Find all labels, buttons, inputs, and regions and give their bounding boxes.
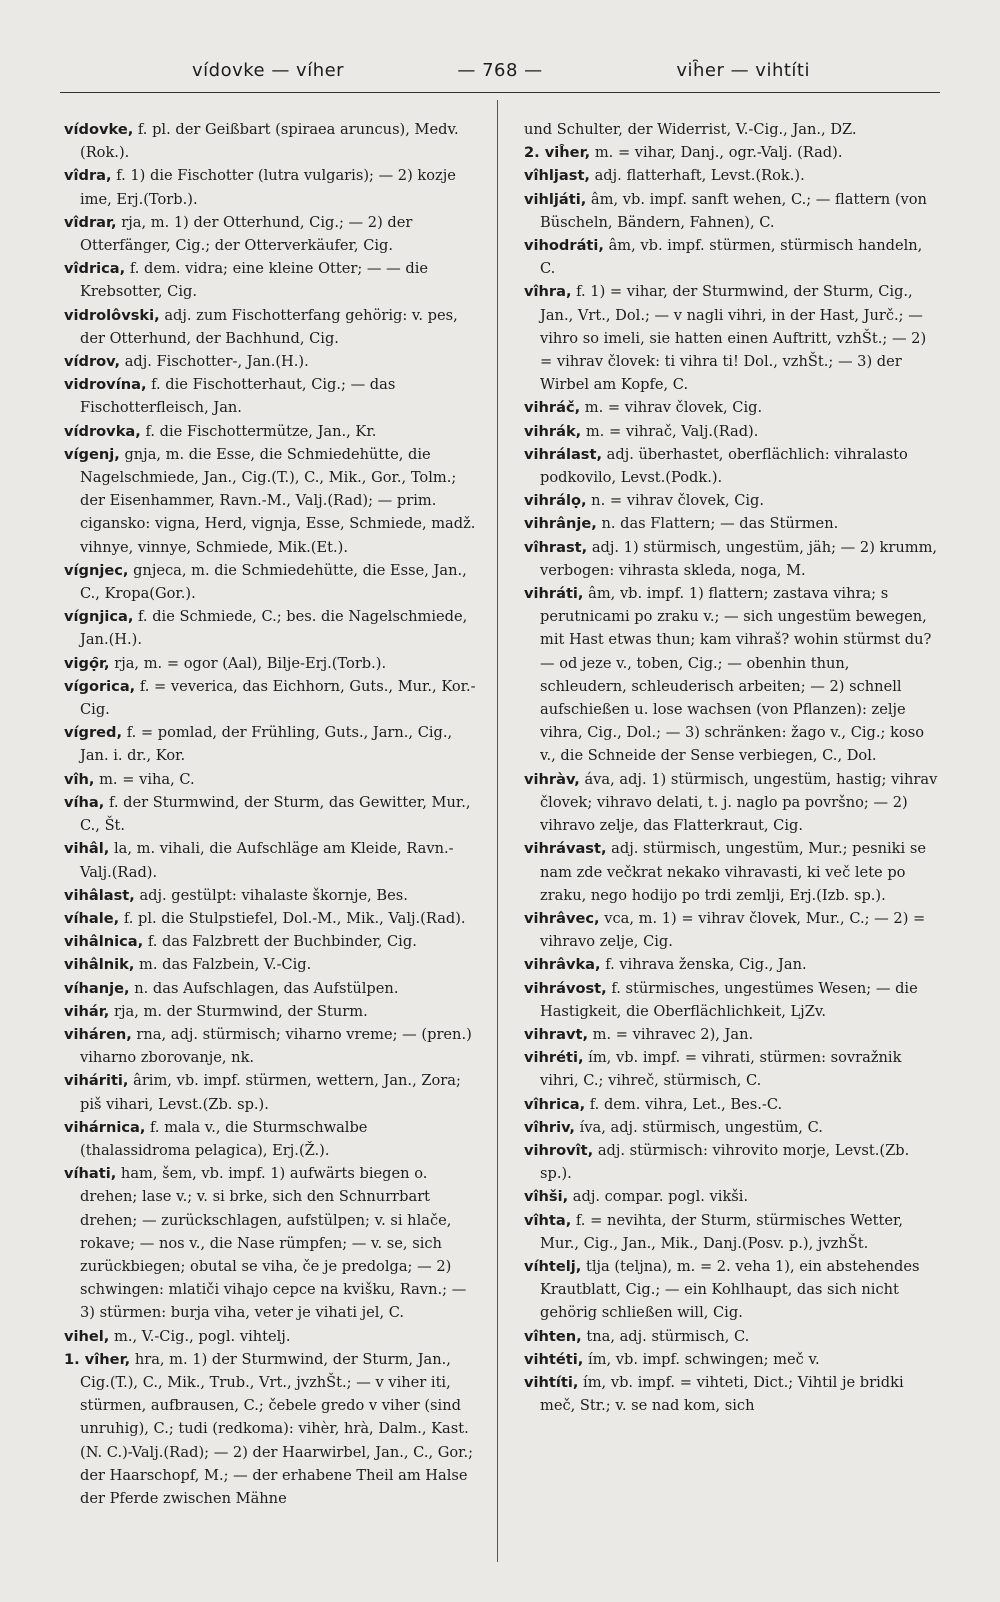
entry-headword: vihrálọ, xyxy=(524,492,587,510)
entry-definition: rja, m. = ogor (Aal), Bilje-Erj.(Torb.). xyxy=(114,654,387,672)
dictionary-entry xyxy=(64,1000,476,1023)
entry-definition: vca, m. 1) = vihrav človek, Mur., C.; — 2) = vihravo zelje, Cig. xyxy=(540,909,926,951)
running-header xyxy=(60,52,940,92)
entry-headword: vihljáti, xyxy=(524,190,587,208)
entry-headword: vihár, xyxy=(64,1002,110,1020)
dictionary-entry xyxy=(524,164,938,187)
entry-headword: vihtíti, xyxy=(524,1373,579,1391)
dictionary-entry xyxy=(524,1325,938,1348)
entry-headword: vígorica, xyxy=(64,677,136,695)
entry-definition: ím, vb. impf. schwingen; meč v. xyxy=(587,1350,820,1368)
dictionary-entry xyxy=(64,1023,476,1069)
dictionary-entry xyxy=(64,164,476,210)
entry-definition: adj. gestülpt: vihalaste škornje, Bes. xyxy=(139,886,408,904)
entry-headword: vîdrar, xyxy=(64,213,117,231)
entry-headword: vihrák, xyxy=(524,422,582,440)
entry-headword: vihràv, xyxy=(524,770,580,788)
entry-definition: f. = nevihta, der Sturm, stürmisches Wetter, Mur., Cig., Jan., Mik., Danj.(Posv. p.), jvzhŠt. xyxy=(540,1211,903,1252)
entry-headword: vîdra, xyxy=(64,167,112,185)
entry-definition: f. vihrava ženska, Cig., Jan. xyxy=(605,956,807,974)
entry-definition: f. = pomlad, der Frühling, Guts., Jarn., Cig., Jan. i. dr., Kor. xyxy=(80,724,453,765)
entry-definition: f. das Falzbrett der Buchbinder, Cig. xyxy=(147,933,417,951)
entry-headword: vihárnica, xyxy=(64,1118,146,1136)
entry-definition: f. die Fischotterhaut, Cig.; — das Fischotterfleisch, Jan. xyxy=(80,376,396,417)
entry-headword: vigọ̑r, xyxy=(64,654,110,672)
dictionary-entry xyxy=(524,188,938,234)
entry-definition: n. = vihrav človek, Cig. xyxy=(591,492,765,510)
header-rule xyxy=(60,92,940,93)
dictionary-entry xyxy=(524,582,938,768)
entry-headword: vihel, xyxy=(64,1327,110,1345)
entry-definition: íva, adj. stürmisch, ungestüm, C. xyxy=(579,1118,823,1136)
entry-headword: víhati, xyxy=(64,1165,117,1183)
dictionary-entry xyxy=(64,1116,476,1162)
entry-definition: adj. flatterhaft, Levst.(Rok.). xyxy=(594,167,805,185)
dictionary-entry xyxy=(64,907,476,930)
column-divider xyxy=(497,100,498,1562)
dictionary-entry xyxy=(524,280,938,396)
dictionary-entry xyxy=(64,837,476,883)
entry-definition: áva, adj. 1) stürmisch, ungestüm, hastig; vihrav človek; vihravo delati, t. j. naglo pa površno; — 2) vihravo zelje, das Flatterkraut, Cig. xyxy=(540,770,938,835)
entry-definition: adj. compar. pogl. vikši. xyxy=(572,1188,749,1206)
dictionary-entry xyxy=(524,1116,938,1139)
entry-definition: m., V.-Cig., pogl. vihtelj. xyxy=(114,1327,291,1345)
dictionary-entry xyxy=(524,768,938,838)
dictionary-entry xyxy=(64,977,476,1000)
entry-definition: la, m. vihali, die Aufschläge am Kleide, Ravn.-Valj.(Rad). xyxy=(80,840,454,881)
dictionary-entry xyxy=(64,791,476,837)
dictionary-entry xyxy=(524,489,938,512)
entry-definition: f. dem. vidra; eine kleine Otter; — — die Krebsotter, Cig. xyxy=(80,260,429,301)
dictionary-entry xyxy=(524,1255,938,1325)
entry-definition: âm, vb. impf. 1) flattern; zastava vihra; s perutnicami po zraku v.; — sich ungestüm bewegen, mit Hast etwas thun; kam vihraš? wohin stürmst du? — od jeze v., toben, Cig.; — obenhin thun, schleudern, schleuderisch arbeiten; — 2) schnell aufschießen u. lose wachsen (von Pflanzen): zelje vihra, Cig., Dol.; — 3) schränken: žago v., Cig.; koso v., die Schneide der Sense verbiegen, C., Dol. xyxy=(540,585,932,765)
entry-headword: vígnjec, xyxy=(64,561,129,579)
entry-headword: vihrálast, xyxy=(524,445,603,463)
dictionary-entry xyxy=(64,675,476,721)
entry-definition: f. mala v., die Sturmschwalbe (thalassidroma pelagica), Erj.(Ž.). xyxy=(80,1118,368,1159)
entry-definition: gnja, m. die Esse, die Schmiedehütte, die Nagelschmiede, Jan., Cig.(T.), C., Mik., Gor., Tolm.; der Eisenhammer, Ravn.-M., Valj.(Rad); — prim. cigansko: vigna, Herd, vignja, Esse, Schmiede, madž. vihnye, vinnye, Schmiede, Mik.(Et.). xyxy=(80,445,476,556)
entry-headword: vihráč, xyxy=(524,399,581,417)
dictionary-entry xyxy=(64,373,476,419)
entry-headword: vîhra, xyxy=(524,283,572,301)
entry-headword: vîhši, xyxy=(524,1188,569,1206)
entry-definition: m. = viha, C. xyxy=(99,770,195,788)
entry-headword: víhale, xyxy=(64,909,120,927)
entry-headword: víhanje, xyxy=(64,979,130,997)
entry-definition: f. die Schmiede, C.; bes. die Nagelschmiede, Jan.(H.). xyxy=(80,608,468,649)
entry-headword: vihâlnica, xyxy=(64,933,144,951)
entry-headword: vihráti, xyxy=(524,585,584,603)
entry-headword: vihodráti, xyxy=(524,237,604,255)
entry-headword: vihrânje, xyxy=(524,515,597,533)
entry-definition: gnjeca, m. die Schmiedehütte, die Esse, Jan., C., Kropa(Gor.). xyxy=(80,561,467,603)
entry-definition: rna, adj. stürmisch; viharno vreme; — (pren.) viharno zborovanje, nk. xyxy=(80,1025,472,1067)
entry-headword: vihâlast, xyxy=(64,886,135,904)
dictionary-entry xyxy=(524,512,938,535)
entry-definition: adj. stürmisch, ungestüm, Mur.; pesniki se nam zde večkrat nekako vihravasti, ki več lete po zraku, nego hodijo po trdi zemlji, Erj.(Izb. sp.). xyxy=(540,840,926,904)
left-column xyxy=(64,118,476,1510)
dictionary-entry xyxy=(524,536,938,582)
dictionary-entry xyxy=(64,257,476,303)
entry-definition: f. = veverica, das Eichhorn, Guts., Mur., Kor.-Cig. xyxy=(80,677,476,719)
entry-headword: vihâl, xyxy=(64,840,110,858)
dictionary-entry xyxy=(64,350,476,373)
entry-headword: vígred, xyxy=(64,724,123,742)
dictionary-entry xyxy=(64,884,476,907)
dictionary-entry xyxy=(524,234,938,280)
entry-headword: vîdrica, xyxy=(64,260,126,278)
entry-headword: víhtelj, xyxy=(524,1257,582,1275)
dictionary-entry xyxy=(64,211,476,257)
entry-headword: vihtéti, xyxy=(524,1350,584,1368)
entry-headword: vihrâvka, xyxy=(524,956,601,974)
entry-definition: n. das Aufschlagen, das Aufstülpen. xyxy=(134,979,399,997)
entry-definition: tna, adj. stürmisch, C. xyxy=(586,1327,750,1345)
entry-headword: vîhrica, xyxy=(524,1095,586,1113)
entry-headword: vihravt, xyxy=(524,1025,588,1043)
dictionary-entry xyxy=(524,1371,938,1417)
dictionary-entry xyxy=(524,443,938,489)
entry-definition: adj. überhastet, oberflächlich: vihralasto podkovilo, Levst.(Podk.). xyxy=(540,445,908,487)
dictionary-entry xyxy=(524,141,938,164)
dictionary-entry xyxy=(524,1209,938,1255)
page-number: — 768 — xyxy=(457,60,543,81)
dictionary-entry xyxy=(524,1185,938,1208)
dictionary-entry xyxy=(524,1348,938,1371)
entry-headword: vihrâvec, xyxy=(524,909,600,927)
entry-headword: viháren, xyxy=(64,1025,132,1043)
dictionary-entry xyxy=(64,953,476,976)
entry-headword: vídrov, xyxy=(64,353,121,371)
entry-definition: rja, m. der Sturmwind, der Sturm. xyxy=(114,1002,368,1020)
entry-definition: f. dem. vihra, Let., Bes.-C. xyxy=(589,1095,783,1113)
dictionary-entry xyxy=(524,1046,938,1092)
entry-headword: vihrovît, xyxy=(524,1141,594,1159)
entry-definition: n. das Flattern; — das Stürmen. xyxy=(601,515,839,533)
header-right-guide-words: vih̑er — vihtíti xyxy=(676,60,810,81)
entry-headword: vídrovka, xyxy=(64,422,141,440)
dictionary-entry xyxy=(524,118,938,141)
dictionary-entry xyxy=(64,721,476,767)
entry-definition: hra, m. 1) der Sturmwind, der Sturm, Jan., Cig.(T.), C., Mik., Trub., Vrt., jvzhŠt.; — v viher iti, stürmen, aufbrausen, C.; čebele gredo v viher (sind unruhig), C.; tudi (redkoma): vihèr, hrà, Dalm., Kast.(N. C.)-Valj.(Rad); — 2) der Haarwirbel, Jan., C., Gor.; der Haarschopf, M.; — der erhabene Theil am Halse der Pferde zwischen Mähne xyxy=(80,1350,474,1507)
entry-headword: viháriti, xyxy=(64,1072,129,1090)
entry-headword: vihrávost, xyxy=(524,979,607,997)
entry-headword: vîhta, xyxy=(524,1211,572,1229)
entry-headword: vîhten, xyxy=(524,1327,582,1345)
entry-definition: ârim, vb. impf. stürmen, wettern, Jan., Zora; piš vihari, Levst.(Zb. sp.). xyxy=(80,1072,461,1113)
dictionary-entry xyxy=(524,977,938,1023)
entry-definition: rja, m. 1) der Otterhund, Cig.; — 2) der Otterfänger, Cig.; der Otterverkäufer, Cig. xyxy=(80,213,413,255)
dictionary-entry xyxy=(64,1069,476,1115)
entry-headword: vîhljast, xyxy=(524,167,590,185)
entry-definition: m. = vihrač, Valj.(Rad). xyxy=(585,422,759,440)
dictionary-entry xyxy=(524,1023,938,1046)
dictionary-entry xyxy=(64,1348,476,1510)
entry-definition: adj. 1) stürmisch, ungestüm, jäh; — 2) krumm, verbogen: vihrasta skleda, noga, M. xyxy=(540,538,938,579)
entry-definition: ham, šem, vb. impf. 1) aufwärts biegen o. drehen; lase v.; v. si brke, sich den Schnurrbart drehen; — zurückschlagen, aufstülpen; v. si hlače, rokave; — nos v., die Nase rümpfen; — v. se, sich zurückbiegen; obutal se viha, če je predolga; — 2) schwingen: mlatiči vihajo cepce na kvišku, Ravn.; — 3) stürmen: burja viha, veter je vihati jel, C. xyxy=(80,1165,467,1322)
dictionary-entry xyxy=(64,930,476,953)
dictionary-entry xyxy=(524,837,938,907)
entry-headword: vihâlnik, xyxy=(64,956,135,974)
dictionary-entry xyxy=(64,1162,476,1324)
dictionary-entry xyxy=(524,953,938,976)
entry-headword: víha, xyxy=(64,793,105,811)
entry-definition: f. pl. der Geißbart (spiraea aruncus), Medv.(Rok.). xyxy=(80,121,459,162)
entry-definition: m. = vihravec 2), Jan. xyxy=(592,1025,754,1043)
entry-headword: vídovke, xyxy=(64,121,134,138)
dictionary-entry xyxy=(64,768,476,791)
entry-headword: vihrávast, xyxy=(524,840,607,858)
dictionary-entry xyxy=(524,1139,938,1185)
dictionary-entry xyxy=(64,118,476,164)
entry-headword: vihréti, xyxy=(524,1049,584,1067)
entry-definition: f. 1) = vihar, der Sturmwind, der Sturm, Cig., Jan., Vrt., Dol.; — v nagli vihri, in der Hast, Jurč.; — vihro so imeli, sie hatten einen Auftritt, vzhŠt.; — 2) = vihrav človek: ti vihra ti! Dol., vzhŠt.; — 3) der Wirbel am Kopfe, C. xyxy=(540,283,927,394)
entry-definition: f. pl. die Stulpstiefel, Dol.-M., Mik., Valj.(Rad). xyxy=(123,909,466,927)
dictionary-entry xyxy=(64,1325,476,1348)
entry-definition: f. stürmisches, ungestümes Wesen; — die Hastigkeit, die Oberflächlichkeit, LjZv. xyxy=(540,979,918,1020)
dictionary-entry xyxy=(64,652,476,675)
entry-definition: âm, vb. impf. sanft wehen, C.; — flattern (von Büscheln, Bändern, Fahnen), C. xyxy=(540,190,927,231)
entry-headword: vîhriv, xyxy=(524,1118,575,1136)
entry-headword: vidrolôvski, xyxy=(64,306,160,324)
entry-definition: f. die Fischottermütze, Jan., Kr. xyxy=(145,422,377,440)
entry-headword: vígnjica, xyxy=(64,608,134,626)
dictionary-entry xyxy=(64,605,476,651)
dictionary-entry xyxy=(524,907,938,953)
entry-definition: âm, vb. impf. stürmen, stürmisch handeln, C. xyxy=(540,237,923,278)
entry-definition: f. der Sturmwind, der Sturm, das Gewitter, Mur., C., Št. xyxy=(80,793,471,835)
entry-definition: tlja (teljna), m. = 2. veha 1), ein abstehendes Krautblatt, Cig.; — ein Kohlhaupt, das sich nicht gehörig schließen will, Cig. xyxy=(540,1257,920,1322)
header-left-guide-words: vídovke — víher xyxy=(192,60,345,81)
dictionary-entry xyxy=(64,420,476,443)
entry-definition: m. = vihar, Danj., ogr.-Valj. (Rad). xyxy=(594,144,843,162)
dictionary-entry xyxy=(64,559,476,605)
dictionary-entry xyxy=(524,1093,938,1116)
entry-headword: vîhrast, xyxy=(524,538,588,556)
entry-headword: vîh, xyxy=(64,770,95,788)
entry-definition: adj. stürmisch: vihrovito morje, Levst.(Zb. sp.). xyxy=(540,1141,910,1183)
dictionary-entry xyxy=(64,304,476,350)
entry-definition: adj. zum Fischotterfang gehörig: v. pes, der Otterhund, der Bachhund, Cig. xyxy=(80,306,458,347)
entry-headword: vígenj, xyxy=(64,445,120,463)
entry-headword: 2. vih̑er, xyxy=(524,144,591,162)
entry-headword: vidrovína, xyxy=(64,376,147,394)
dictionary-entry xyxy=(64,443,476,559)
dictionary-entry xyxy=(524,420,938,443)
dictionary-entry xyxy=(524,396,938,419)
entry-headword: 1. vîher, xyxy=(64,1350,131,1368)
entry-definition: adj. Fischotter-, Jan.(H.). xyxy=(124,353,309,371)
entry-definition: und Schulter, der Widerrist, V.-Cig., Jan., DZ. xyxy=(524,121,857,138)
entry-definition: m. = vihrav človek, Cig. xyxy=(584,399,763,417)
entry-definition: m. das Falzbein, V.-Cig. xyxy=(139,956,312,974)
right-column xyxy=(524,118,938,1417)
entry-definition: ím, vb. impf. = vihteti, Dict.; Vihtil je bridki meč, Str.; v. se nad kom, sich xyxy=(540,1373,904,1415)
entry-definition: f. 1) die Fischotter (lutra vulgaris); — 2) kozje ime, Erj.(Torb.). xyxy=(80,167,456,208)
entry-definition: ím, vb. impf. = vihrati, stürmen: sovražnik vihri, C.; vihreč, stürmisch, C. xyxy=(540,1049,902,1090)
